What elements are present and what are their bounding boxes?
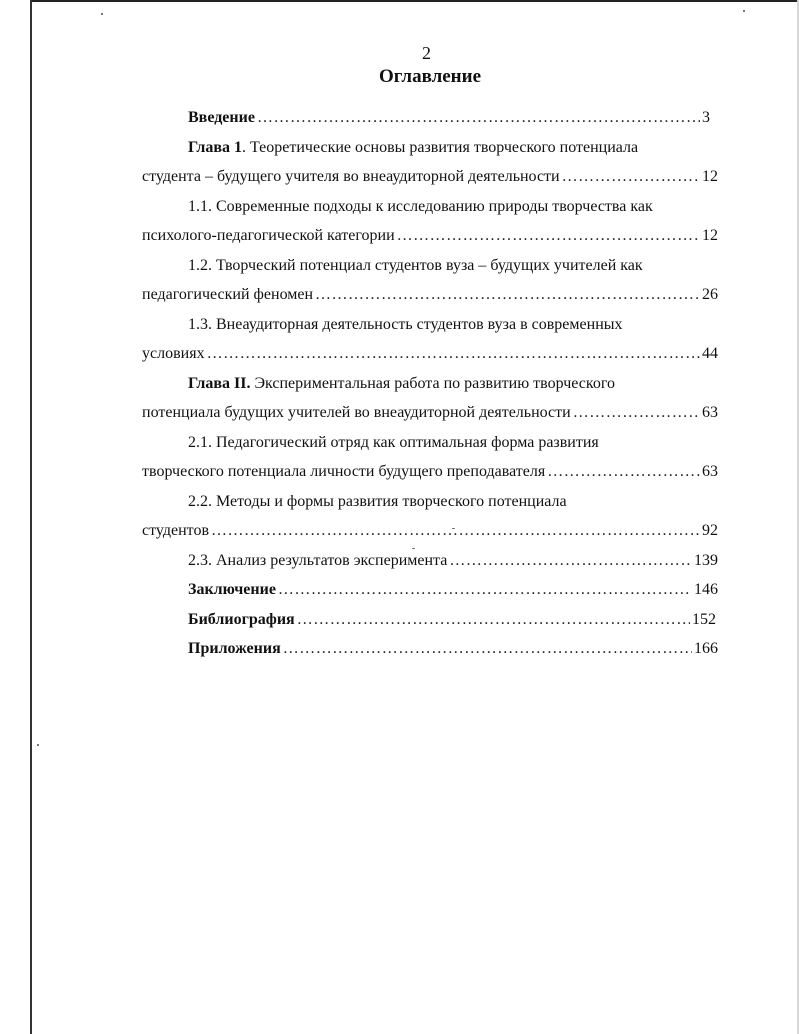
toc-bibliography-page: 152 [692,610,716,628]
toc-leader-dots [278,580,692,600]
toc-1-1-title-cont: психолого-педагогической категории [142,227,395,244]
toc-leader-dots [211,521,700,541]
toc-entry-bibliography [142,610,718,640]
toc-intro-page: 3 [702,109,710,126]
toc-leader-dots [449,551,692,571]
toc-entry-chapter2 [142,374,718,404]
toc-1-1-page: 12 [702,227,718,244]
toc-1-3-title-cont: условиях [142,345,205,362]
toc-leader-dots [573,403,700,423]
toc-chapter2-bold: Глава II. [188,374,251,392]
toc-1-2-title-cont: педагогический феномен [142,286,314,303]
toc-leader-dots [283,639,692,659]
scan-top-edge [30,0,799,2]
toc-entry-1-3 [142,315,718,345]
toc-chapter1-page: 12 [702,168,718,185]
toc-2-2-title-cont: студентов [142,522,210,539]
toc-leader-dots [547,462,700,482]
toc-chapter2-title: Экспериментальная работа по развитию творческого [250,374,615,392]
toc-2-3-title: 2.3. Анализ результатов эксперимента [188,551,448,569]
toc-leader-dots [297,610,690,630]
toc-entry-2-2 [142,492,718,522]
toc-2-1-page: 63 [702,463,718,480]
toc-2-2-page: 92 [702,522,718,539]
toc-appendices-label: Приложения [188,640,281,657]
toc-2-3-page: 139 [694,551,718,569]
toc-leader-dots [562,167,700,187]
scan-speck [101,13,103,15]
toc-chapter1-title-cont: студента – будущего учителя во внеаудиторной деятельности [142,168,560,185]
toc-chapter1-title: . Теоретические основы развития творческого потенциала [242,138,639,156]
toc-2-2-title: 2.2. Методы и формы развития творческого потенциала [188,492,567,510]
toc-1-3-title: 1.3. Внеаудиторная деятельность студентов вуза в современных [188,315,623,333]
toc-1-1-title: 1.1. Современные подходы к исследованию природы творчества как [188,197,653,215]
toc-leader-dots [397,226,700,246]
toc-entry-conclusion [142,580,718,610]
toc-leader-dots [257,108,700,128]
page-number: 2 [422,43,431,63]
toc-entry-appendices [142,639,718,669]
toc-2-1-title-cont: творческого потенциала личности будущего преподавателя [142,463,546,480]
toc-entry-chapter1 [142,138,718,168]
scan-speck [37,744,39,746]
toc-2-1-title: 2.1. Педагогический отряд как оптимальная форма развития [188,433,599,451]
toc-entry-2-3 [142,551,718,581]
toc-chapter1-bold: Глава 1 [188,138,242,156]
toc-chapter2-page: 63 [702,404,718,421]
toc-conclusion-page: 146 [694,581,718,598]
toc-appendices-page: 166 [694,640,718,657]
toc-conclusion-label: Заключение [188,581,276,598]
scan-left-edge [30,0,32,1034]
page-title: Оглавление [378,66,482,87]
toc-chapter2-title-cont: потенциала будущих учителей во внеаудиторной деятельности [142,404,571,421]
toc-entry-1-2 [142,256,718,286]
toc-1-3-page: 44 [702,345,718,362]
toc-entry-1-1 [142,197,718,227]
toc-entry-2-1 [142,433,718,463]
toc-1-2-page: 26 [702,286,718,303]
toc-leader-dots [315,285,700,305]
toc-leader-dots [207,344,700,364]
table-of-contents [142,108,718,669]
toc-bibliography-label: Библиография [188,610,295,628]
toc-entry-intro [142,108,718,138]
toc-1-2-title: 1.2. Творческий потенциал студентов вуза – будущих учителей как [188,256,643,274]
toc-intro-label: Введение [188,109,255,126]
scan-speck [743,10,745,12]
